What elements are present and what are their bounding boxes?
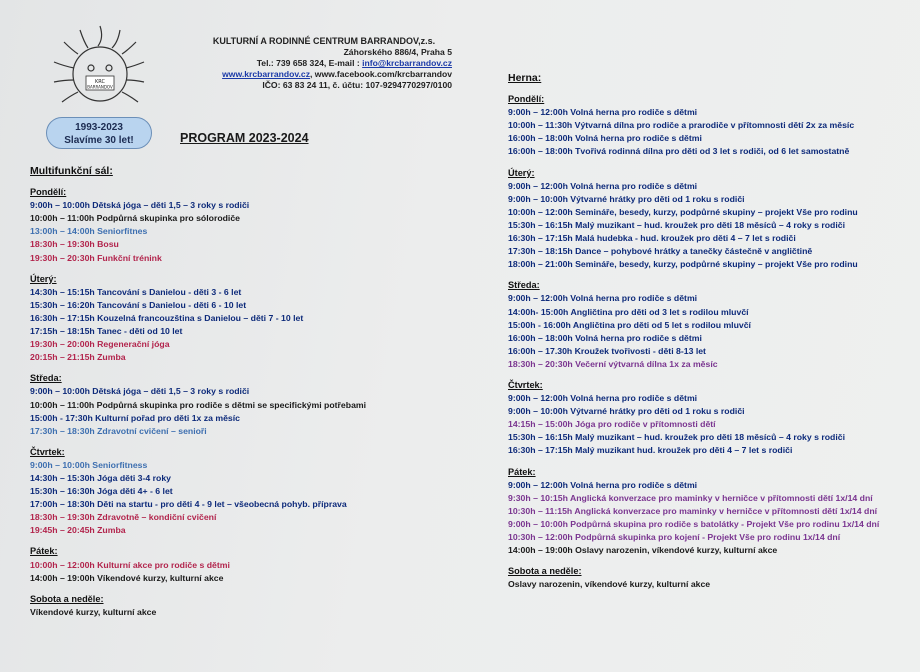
org-ids: IČO: 63 83 24 11, č. účtu: 107-9294770297/0100 (262, 80, 452, 90)
schedule-item: 19:30h – 20:00h Regenerační jóga (30, 339, 170, 350)
org-email-link[interactable]: info@krcbarrandov.cz (362, 58, 452, 68)
org-phone: Tel.: 739 658 324, E-mail : (256, 58, 363, 68)
day-heading: Pátek: (30, 546, 58, 557)
schedule-item: 15:00h - 16:00h Angličtina pro děti od 5 let s rodilou mluvčí (508, 319, 751, 330)
schedule-item: 10:00h – 11:00h Podpůrná skupinka pro sólorodiče (30, 213, 241, 224)
schedule-item: 16:30h – 17:15h Malý muzikant hud. kroužek pro děti 4 – 7 let s rodiči (508, 445, 793, 456)
schedule-item: 9:00h – 10:00h Podpůrná skupina pro rodiče s batolátky - Projekt Vše pro rodinu 1x/14 dní (508, 518, 880, 529)
day-heading: Úterý: (508, 167, 535, 178)
day-heading: Čtvrtek: (30, 446, 65, 457)
schedule-item: 16:00h – 18:00h Volná herna pro rodiče s dětmi (508, 332, 702, 343)
day-heading: Sobota a neděle: (508, 566, 582, 577)
day-heading: Středa: (508, 280, 540, 291)
logo-text-top: KRC (95, 79, 105, 85)
schedule-item: 16:00h – 17.30h Kroužek tvořivosti - děti 8-13 let (508, 345, 706, 356)
playroom-schedule (508, 72, 879, 591)
schedule-item: 16:00h – 18:00h Tvořivá rodinná dílna pro děti od 3 let s rodiči, od 6 let samostatně (508, 146, 850, 157)
schedule-item: 14:00h – 19:00h Oslavy narozenin, víkendové kurzy, kulturní akce (508, 545, 778, 556)
day-heading: Sobota a neděle: (30, 593, 104, 604)
schedule-item: 10:30h – 12:00h Podpůrná skupinka pro kojení - Projekt Vše pro rodinu 1x/14 dní (508, 532, 841, 542)
schedule-item: 16:00h – 18:00h Volná herna pro rodiče s dětmi (508, 133, 702, 144)
org-name: KULTURNÍ A RODINNÉ CENTRUM BARRANDOV,z.s. (212, 36, 436, 46)
schedule-item: 15:30h – 16:15h Malý muzikant – hud. kroužek pro děti 18 měsíců – 4 roky s rodiči (508, 432, 846, 443)
schedule-item: 17:15h – 18:15h Tanec - děti od 10 let (30, 326, 183, 337)
schedule-item: 10:30h – 11:15h Anglická konverzace pro maminky v herničce v přítomnosti dětí 1x/14 dní (508, 505, 878, 516)
schedule-item: 10:00h – 12:00h Kulturní akce pro rodiče s dětmi (30, 559, 230, 570)
schedule-item: 9:30h – 10:15h Anglická konverzace pro maminky v herničce v přítomnosti dětí 1x/14 dní (508, 492, 873, 503)
schedule-item: 20:15h – 21:15h Zumba (30, 352, 126, 363)
schedule-item: 17:30h – 18:15h Dance – pohybové hrátky a tanečky částečně v angličtině (508, 246, 813, 257)
schedule-item: 18:30h – 19:30h Bosu (30, 239, 119, 250)
schedule-item: 15:30h – 16:30h Jóga děti 4+ - 6 let (30, 486, 173, 497)
day-heading: Středa: (30, 373, 62, 384)
org-address: Záhorského 886/4, Praha 5 (343, 47, 452, 57)
schedule-item: 14:30h – 15:30h Jóga děti 3-4 roky (30, 472, 171, 483)
schedule-item: 17:30h – 18:30h Zdravotní cvičení – senioři (30, 425, 207, 436)
schedule-item: 19:45h – 20:45h Zumba (30, 525, 126, 536)
schedule-item: 9:00h – 12:00h Volná herna pro rodiče s dětmi (508, 393, 698, 404)
schedule-item: 14:15h – 15:00h Jóga pro rodiče v přítomnosti dětí (508, 419, 716, 430)
schedule-item: 10:00h – 11:00h Podpůrná skupinka pro rodiče s dětmi se specifickými potřebami (30, 399, 367, 410)
day-heading: Pondělí: (508, 94, 545, 105)
schedule-item: 19:30h – 20:30h Funkční trénink (30, 252, 162, 263)
schedule-item: 18:30h – 20:30h Večerní výtvarná dílna 1x za měsíc (508, 358, 718, 369)
schedule-item: 16:30h – 17:15h Kouzelná francouzština s Danielou – děti 7 - 10 let (30, 312, 304, 323)
day-heading: Pátek: (508, 466, 536, 477)
schedule-item: 9:00h – 12:00h Volná herna pro rodiče s dětmi (508, 293, 698, 304)
schedule-item: 10:00h – 11:30h Výtvarná dílna pro rodiče a prarodiče v přítomnosti dětí 2x za měsíc (508, 120, 855, 131)
schedule-item: 9:00h – 12:00h Volná herna pro rodiče s dětmi (508, 107, 698, 118)
anniversary-motto: Slavíme 30 let! (64, 135, 134, 146)
schedule-item: 13:00h – 14:00h Seniorfitnes (30, 226, 148, 237)
section-title: Herna: (508, 72, 542, 84)
schedule-item: 14:30h – 15:15h Tancování s Danielou - děti 3 - 6 let (30, 286, 242, 297)
schedule-item: 9:00h – 10:00h Seniorfitness (30, 459, 148, 470)
multifunction-hall-schedule (30, 165, 366, 619)
day-heading: Čtvrtek: (508, 379, 543, 390)
schedule-item: 9:00h – 12:00h Volná herna pro rodiče s dětmi (508, 479, 698, 490)
schedule-item: 10:00h – 12:00h Semináře, besedy, kurzy, podpůrné skupiny – projekt Vše pro rodinu (508, 206, 858, 217)
schedule-item: 15:00h - 17:30h Kulturní pořad pro děti 1x za měsíc (30, 412, 241, 423)
schedule-item: 9:00h – 10:00h Výtvarné hrátky pro děti od 1 roku s rodiči (508, 193, 745, 204)
anniversary-badge (46, 117, 152, 149)
schedule-item: 17:00h – 18:30h Děti na startu - pro děti 4 - 9 let – všeobecná pohyb. příprava (30, 499, 347, 510)
schedule-item: 14:00h – 19:00h Víkendové kurzy, kulturní akce (30, 572, 224, 583)
org-web (196, 69, 452, 80)
org-web-link[interactable]: www.krcbarrandov.cz (222, 69, 310, 79)
program-title: PROGRAM 2023-2024 (180, 131, 309, 145)
schedule-item: 15:30h – 16:15h Malý muzikant – hud. kroužek pro děti 18 měsíců – 4 roky s rodiči (508, 219, 846, 230)
day-heading: Úterý: (30, 273, 57, 284)
schedule-item: 14:00h- 15:00h Angličtina pro děti od 3 let s rodilou mluvčí (508, 306, 749, 317)
schedule-item: 15:30h – 16:20h Tancování s Danielou - děti 6 - 10 let (30, 299, 247, 310)
schedule-item: 18:30h – 19:30h Zdravotně – kondiční cvičení (30, 512, 217, 523)
section-title: Multifunkční sál: (30, 165, 113, 177)
day-heading: Pondělí: (30, 187, 67, 198)
schedule-item: Víkendové kurzy, kulturní akce (30, 606, 157, 617)
schedule-item: 9:00h – 10:00h Výtvarné hrátky pro děti od 1 roku s rodiči (508, 406, 745, 417)
schedule-item: 9:00h – 10:00h Dětská jóga – děti 1,5 – 3 roky s rodiči (30, 386, 250, 397)
schedule-item: Oslavy narozenin, víkendové kurzy, kulturní akce (508, 579, 711, 590)
logo-text-bottom: BARRANDOV (87, 84, 113, 90)
schedule-item: 18:00h – 21:00h Semináře, besedy, kurzy, podpůrné skupiny – projekt Vše pro rodinu (508, 259, 858, 270)
anniversary-years: 1993-2023 (75, 122, 123, 133)
organization-info (196, 36, 452, 91)
org-facebook: , www.facebook.com/krcbarrandov (310, 69, 452, 79)
org-contact (196, 58, 452, 69)
schedule-item: 9:00h – 12:00h Volná herna pro rodiče s dětmi (508, 180, 698, 191)
schedule-item: 16:30h – 17:15h Malá hudebka - hud. kroužek pro děti 4 – 7 let s rodiči (508, 233, 796, 244)
schedule-item: 9:00h – 10:00h Dětská jóga – děti 1,5 – 3 roky s rodiči (30, 200, 250, 211)
